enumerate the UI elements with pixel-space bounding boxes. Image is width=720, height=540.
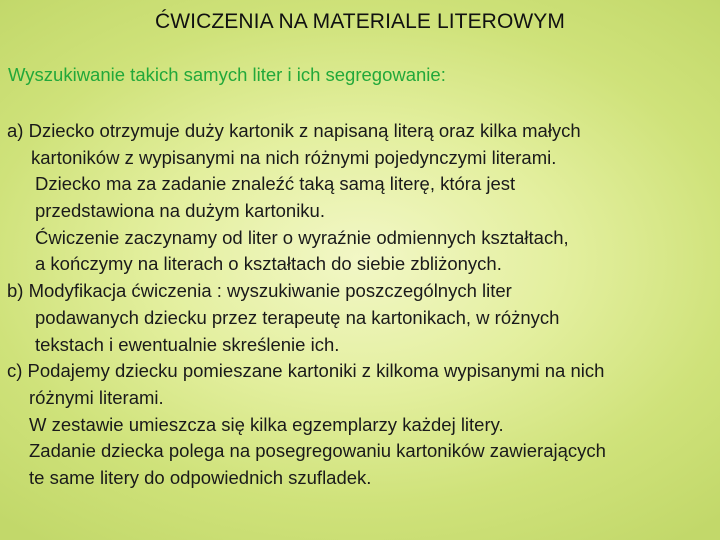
item-c-line-2: różnymi literami.: [29, 386, 164, 408]
item-a-line-5: Ćwiczenie zaczynamy od liter o wyraźnie odmiennych kształtach,: [35, 226, 569, 248]
item-b-line-3: tekstach i ewentualnie skreślenie ich.: [35, 333, 340, 355]
item-c-line-5: te same litery do odpowiednich szufladek.: [29, 466, 372, 488]
item-a-line-1: a) Dziecko otrzymuje duży kartonik z napisaną literą oraz kilka małych: [7, 120, 581, 141]
item-b-line-2: podawanych dziecku przez terapeutę na kartonikach, w różnych: [35, 306, 560, 328]
item-c-line-3: W zestawie umieszcza się kilka egzemplarzy każdej litery.: [29, 413, 504, 435]
slide-subtitle: Wyszukiwanie takich samych liter i ich segregowanie:: [8, 64, 446, 85]
item-a-line-4: przedstawiona na dużym kartoniku.: [35, 200, 325, 222]
item-b-line-1: b) Modyfikacja ćwiczenia : wyszukiwanie poszczególnych liter: [7, 280, 512, 302]
item-c-line-1: c) Podajemy dziecku pomieszane kartoniki z kilkoma wypisanymi na nich: [7, 360, 605, 382]
item-a-line-2: kartoników z wypisanymi na nich różnymi pojedynczymi literami.: [31, 146, 557, 168]
slide-body: [7, 118, 717, 492]
item-a-line-6: a kończymy na literach o kształtach do siebie zbliżonych.: [35, 253, 502, 275]
slide-title: ĆWICZENIA NA MATERIALE LITEROWYM: [154, 10, 566, 33]
item-c-line-4: Zadanie dziecka polega na posegregowaniu kartoników zawierających: [29, 440, 606, 462]
item-a-line-3: Dziecko ma za zadanie znaleźć taką samą literę, która jest: [35, 173, 516, 195]
